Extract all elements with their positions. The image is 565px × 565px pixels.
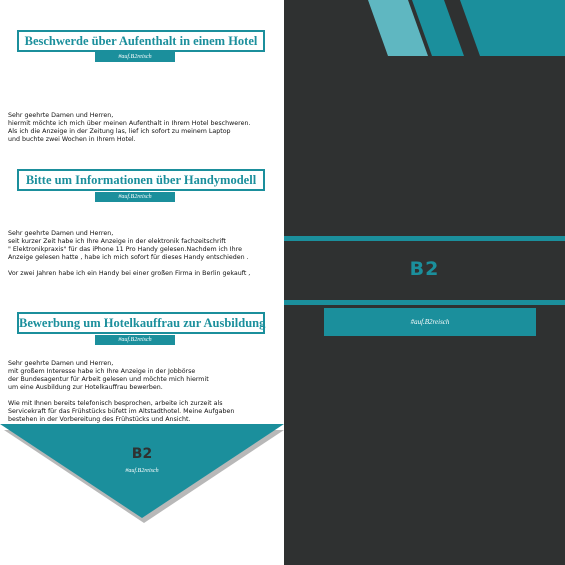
post-line: und buchte zwei Wochen in Ihrem Hotel. (8, 136, 136, 143)
accent-stripe (284, 236, 565, 241)
post-body (8, 360, 280, 430)
cover-panel[interactable] (284, 0, 565, 565)
post-line: Sehr geehrte Damen und Herren, (8, 360, 114, 367)
post-title: Bitte um Informationen über Handymodell (17, 169, 265, 191)
post-line: um eine Ausbildung zur Hotelkauffrau bewerben. (8, 384, 163, 391)
post-line: Vor zwei Jahren habe ich ein Handy bei einer großen Firma in Berlin gekauft , (8, 270, 251, 277)
post-title: Bewerbung um Hotelkauffrau zur Ausbildung (17, 312, 265, 334)
post-hashtag: #auf.B2reisch (95, 52, 175, 62)
post-line: Sehr geehrte Damen und Herren, (8, 230, 114, 237)
brand-hashtag-banner: #auf.B2reisch (324, 308, 536, 336)
post-line: Wie mit Ihnen bereits telefonisch besprochen, arbeite ich zurzeit als (8, 400, 223, 407)
post-line: hiermit möchte ich mich über meinen Aufenthalt in Ihrem Hotel beschweren. (8, 120, 251, 127)
brand-hashtag: #auf.B2reisch (125, 468, 159, 474)
brand-logo: B2 (409, 258, 440, 280)
brand-logo: B2 (131, 446, 153, 462)
post-body (8, 230, 280, 286)
corner-stripes-icon (284, 0, 565, 60)
post-line: Sehr geehrte Damen und Herren, (8, 112, 114, 119)
post-line: mit großem Interesse habe ich Ihre Anzeige in der Jobbörse (8, 368, 196, 375)
brand-triangle (0, 424, 284, 524)
post-title: Beschwerde über Aufenthalt in einem Hotel (17, 30, 265, 52)
triangle-shape-icon (0, 424, 284, 524)
post-line: Als ich die Anzeige in der Zeitung las, lief ich sofort zu meinem Laptop (8, 128, 231, 135)
post-line: Anzeige gelesen hatte , habe ich mich sofort für dieses Handy entschieden . (8, 254, 249, 261)
post-line: bestehen in der Vorbereitung des Frühstücks und Ansicht. (8, 416, 191, 423)
post-line: seit kurzer Zeit habe ich Ihre Anzeige in der elektronik fachzeitschrift (8, 238, 226, 245)
post-line: Servicekraft für das Frühstücks büfett im Altstadthotel. Meine Aufgaben (8, 408, 235, 415)
accent-stripe (284, 300, 565, 305)
post-hashtag: #auf.B2reisch (95, 192, 175, 202)
post-line: der Bundesagentur für Arbeit gelesen und möchte mich hiermit (8, 376, 209, 383)
post-line: " Elektronikpraxis" für das iPhone 11 Pro Handy gelesen.Nachdem ich Ihre (8, 246, 242, 253)
post-body (8, 112, 280, 144)
post-hashtag: #auf.B2reisch (95, 335, 175, 345)
